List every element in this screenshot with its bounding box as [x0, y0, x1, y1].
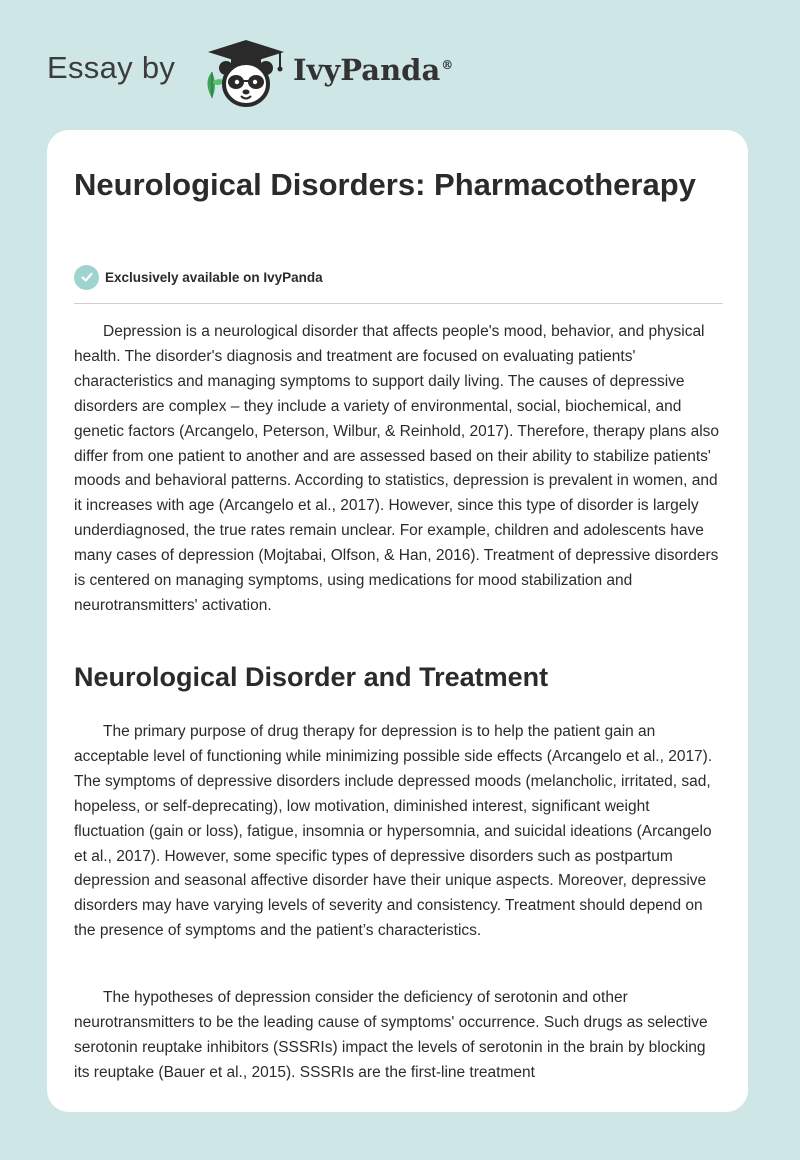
essay-by-label: Essay by — [47, 50, 176, 85]
brand-name[interactable] — [293, 53, 453, 87]
body-paragraph-2: The primary purpose of drug therapy for depression is to help the patient gain an acceptable level of functioning while minimizing possible side effects (Arcangelo et al., 2017). The symptoms of depressive disorders include depressed moods (melancholic, irritated, sad, hopeless, or self-deprecating), low motivation, diminished interest, significant weight fluctuation (gain or loss), fatigue, insomnia or hypersomnia, and suicidal ideations (Arcangelo et al., 2017). However, some specific types of depressive disorders such as postpartum depression and seasonal affective disorder have their unique aspects. Moreover, depressive disorders may have varying levels of severity and consistency. Treatment should depend on the presence of symptoms and the patient’s characteristics. — [74, 723, 713, 940]
panda-graduate-icon[interactable] — [200, 38, 290, 110]
title-divider — [74, 303, 723, 304]
section-heading: Neurological Disorder and Treatment — [74, 662, 549, 692]
registered-mark: ® — [441, 58, 454, 73]
brand-text: IvyPanda — [293, 53, 441, 87]
article-title: Neurological Disorders: Pharmacotherapy — [74, 167, 696, 202]
article-card — [47, 130, 748, 1112]
check-circle-icon — [74, 265, 99, 290]
exclusive-badge-label: Exclusively available on IvyPanda — [105, 269, 323, 285]
body-paragraph-3: The hypotheses of depression consider the deficiency of serotonin and other neurotransmitters to be the leading cause of symptoms' occurrence. Such drugs as selective serotonin reuptake inhibitors (SSSRIs) impact the levels of serotonin in the brain by blocking its reuptake (Bauer et al., 2015). SSSRIs are the first-line treatment — [74, 989, 708, 1081]
exclusive-badge — [74, 264, 323, 290]
site-header — [0, 0, 800, 120]
intro-paragraph: Depression is a neurological disorder that affects people's mood, behavior, and physical health. The disorder's diagnosis and treatment are focused on evaluating patients' characteristics and managing symptoms to support daily living. The causes of depressive disorders are complex – they include a variety of environmental, social, biochemical, and genetic factors (Arcangelo, Peterson, Wilbur, & Reinhold, 2017). Therefore, therapy plans also differ from one patient to another and are assessed based on their ability to stabilize patients' moods and behavioral patterns. According to statistics, depression is prevalent in women, and it increases with age (Arcangelo et al., 2017). However, since this type of disorder is largely underdiagnosed, the true rates remain unclear. For example, children and adolescents have many cases of depression (Mojtabai, Olfson, & Han, 2016). Treatment of depressive disorders is centered on managing symptoms, using medications for mood stabilization and neurotransmitters' activation. — [74, 323, 720, 614]
